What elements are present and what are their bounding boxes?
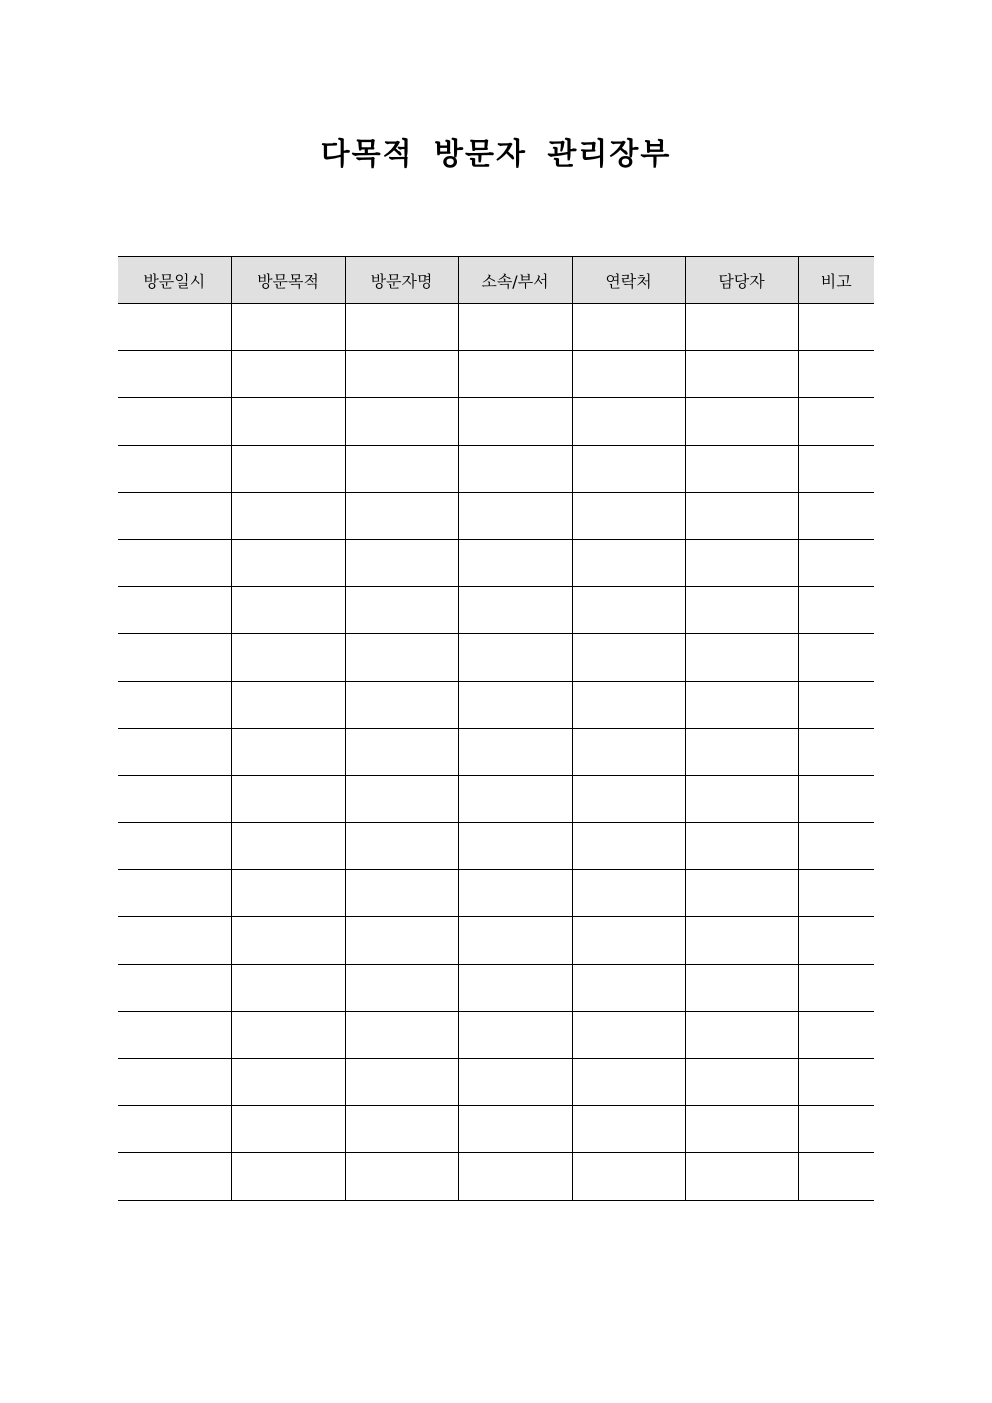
table-cell[interactable] bbox=[231, 870, 345, 917]
table-row bbox=[118, 587, 874, 634]
table-row bbox=[118, 823, 874, 870]
table-cell[interactable] bbox=[685, 587, 798, 634]
table-cell[interactable] bbox=[685, 492, 798, 539]
table-cell[interactable] bbox=[231, 1059, 345, 1106]
table-cell[interactable] bbox=[118, 539, 231, 586]
table-cell[interactable] bbox=[458, 917, 572, 964]
table-row bbox=[118, 917, 874, 964]
table-cell[interactable] bbox=[685, 681, 798, 728]
table-cell[interactable] bbox=[572, 445, 685, 492]
table-cell[interactable] bbox=[118, 445, 231, 492]
table-cell[interactable] bbox=[231, 304, 345, 351]
table-cell[interactable] bbox=[231, 728, 345, 775]
table-cell[interactable] bbox=[231, 1011, 345, 1058]
table-row bbox=[118, 1153, 874, 1200]
table-cell[interactable] bbox=[572, 870, 685, 917]
table-cell[interactable] bbox=[345, 398, 458, 445]
table-cell[interactable] bbox=[231, 964, 345, 1011]
table-cell[interactable] bbox=[345, 775, 458, 822]
table-header-row bbox=[118, 257, 874, 304]
table-cell[interactable] bbox=[798, 823, 874, 870]
table-cell[interactable] bbox=[231, 917, 345, 964]
table-cell[interactable] bbox=[231, 681, 345, 728]
table-cell[interactable] bbox=[458, 728, 572, 775]
table-cell[interactable] bbox=[118, 1059, 231, 1106]
column-header-affiliation: 소속/부서 bbox=[458, 257, 572, 304]
table-cell[interactable] bbox=[345, 823, 458, 870]
table-cell[interactable] bbox=[798, 351, 874, 398]
table-row bbox=[118, 304, 874, 351]
table-row bbox=[118, 634, 874, 681]
table-cell[interactable] bbox=[118, 775, 231, 822]
table-cell[interactable] bbox=[685, 304, 798, 351]
table-cell[interactable] bbox=[798, 1011, 874, 1058]
table-cell[interactable] bbox=[118, 587, 231, 634]
column-header-visit-datetime: 방문일시 bbox=[118, 257, 231, 304]
table-cell[interactable] bbox=[798, 917, 874, 964]
table-cell[interactable] bbox=[685, 445, 798, 492]
table-cell[interactable] bbox=[685, 1059, 798, 1106]
table-cell[interactable] bbox=[118, 964, 231, 1011]
table-cell[interactable] bbox=[345, 492, 458, 539]
table-cell[interactable] bbox=[572, 1011, 685, 1058]
table-cell[interactable] bbox=[118, 1153, 231, 1200]
table-cell[interactable] bbox=[458, 964, 572, 1011]
table-cell[interactable] bbox=[572, 634, 685, 681]
table-row bbox=[118, 964, 874, 1011]
table-cell[interactable] bbox=[231, 398, 345, 445]
table-row bbox=[118, 351, 874, 398]
table-cell[interactable] bbox=[798, 539, 874, 586]
table-cell[interactable] bbox=[118, 492, 231, 539]
page-title: 다목적 방문자 관리장부 bbox=[320, 137, 672, 172]
table-cell[interactable] bbox=[345, 445, 458, 492]
table-row bbox=[118, 492, 874, 539]
table-cell[interactable] bbox=[798, 1106, 874, 1153]
table-cell[interactable] bbox=[798, 445, 874, 492]
table-cell[interactable] bbox=[118, 304, 231, 351]
visitor-log-table bbox=[118, 256, 874, 1201]
table-cell[interactable] bbox=[345, 1059, 458, 1106]
table-cell[interactable] bbox=[231, 539, 345, 586]
table-cell[interactable] bbox=[231, 492, 345, 539]
table-row bbox=[118, 1059, 874, 1106]
table-cell[interactable] bbox=[458, 445, 572, 492]
table-body bbox=[118, 304, 874, 1201]
table-cell[interactable] bbox=[685, 398, 798, 445]
table-cell[interactable] bbox=[798, 1153, 874, 1200]
table-row bbox=[118, 1106, 874, 1153]
table-cell[interactable] bbox=[572, 539, 685, 586]
table-cell[interactable] bbox=[458, 492, 572, 539]
table-row bbox=[118, 775, 874, 822]
table-cell[interactable] bbox=[458, 1059, 572, 1106]
table-cell[interactable] bbox=[345, 304, 458, 351]
table-cell[interactable] bbox=[685, 1153, 798, 1200]
table-cell[interactable] bbox=[685, 964, 798, 1011]
table-cell[interactable] bbox=[118, 398, 231, 445]
table-row bbox=[118, 870, 874, 917]
table-cell[interactable] bbox=[798, 587, 874, 634]
table-cell[interactable] bbox=[685, 823, 798, 870]
column-header-staff-in-charge: 담당자 bbox=[685, 257, 798, 304]
table-cell[interactable] bbox=[458, 870, 572, 917]
table-cell[interactable] bbox=[231, 775, 345, 822]
table-cell[interactable] bbox=[118, 1106, 231, 1153]
table-cell[interactable] bbox=[685, 917, 798, 964]
table-cell[interactable] bbox=[458, 587, 572, 634]
table-cell[interactable] bbox=[118, 870, 231, 917]
table-cell[interactable] bbox=[231, 445, 345, 492]
table-cell[interactable] bbox=[458, 351, 572, 398]
table-cell[interactable] bbox=[685, 634, 798, 681]
table-cell[interactable] bbox=[572, 398, 685, 445]
table-cell[interactable] bbox=[231, 351, 345, 398]
table-row bbox=[118, 398, 874, 445]
table-cell[interactable] bbox=[572, 681, 685, 728]
table-cell[interactable] bbox=[685, 870, 798, 917]
table-cell[interactable] bbox=[572, 1153, 685, 1200]
table-cell[interactable] bbox=[345, 1011, 458, 1058]
table-cell[interactable] bbox=[118, 917, 231, 964]
table-row bbox=[118, 681, 874, 728]
table-cell[interactable] bbox=[458, 304, 572, 351]
table-cell[interactable] bbox=[798, 728, 874, 775]
table-cell[interactable] bbox=[798, 492, 874, 539]
table-cell[interactable] bbox=[345, 964, 458, 1011]
table-row bbox=[118, 445, 874, 492]
table-cell[interactable] bbox=[685, 539, 798, 586]
table-cell[interactable] bbox=[345, 634, 458, 681]
table-cell[interactable] bbox=[458, 775, 572, 822]
column-header-visit-purpose: 방문목적 bbox=[231, 257, 345, 304]
table-cell[interactable] bbox=[685, 1106, 798, 1153]
table-cell[interactable] bbox=[798, 1059, 874, 1106]
table-cell[interactable] bbox=[572, 775, 685, 822]
table-cell[interactable] bbox=[458, 1106, 572, 1153]
table-cell[interactable] bbox=[572, 304, 685, 351]
table-cell[interactable] bbox=[458, 1011, 572, 1058]
table-cell[interactable] bbox=[458, 634, 572, 681]
column-header-visitor-name: 방문자명 bbox=[345, 257, 458, 304]
table-cell[interactable] bbox=[345, 1153, 458, 1200]
table-cell[interactable] bbox=[458, 1153, 572, 1200]
table-cell[interactable] bbox=[798, 304, 874, 351]
table-cell[interactable] bbox=[118, 728, 231, 775]
column-header-remarks: 비고 bbox=[798, 257, 874, 304]
table-cell[interactable] bbox=[345, 681, 458, 728]
table-cell[interactable] bbox=[572, 351, 685, 398]
table-cell[interactable] bbox=[231, 634, 345, 681]
table-cell[interactable] bbox=[118, 634, 231, 681]
table-cell[interactable] bbox=[458, 823, 572, 870]
table-cell[interactable] bbox=[798, 398, 874, 445]
table-cell[interactable] bbox=[685, 351, 798, 398]
table-cell[interactable] bbox=[345, 539, 458, 586]
table-cell[interactable] bbox=[231, 1106, 345, 1153]
table-row bbox=[118, 728, 874, 775]
table-row bbox=[118, 539, 874, 586]
table-cell[interactable] bbox=[345, 587, 458, 634]
table-cell[interactable] bbox=[572, 823, 685, 870]
table-cell[interactable] bbox=[798, 870, 874, 917]
table-cell[interactable] bbox=[118, 1011, 231, 1058]
table-cell[interactable] bbox=[345, 351, 458, 398]
table-cell[interactable] bbox=[572, 587, 685, 634]
table-cell[interactable] bbox=[572, 1059, 685, 1106]
table-cell[interactable] bbox=[572, 917, 685, 964]
table-cell[interactable] bbox=[345, 1106, 458, 1153]
table-row bbox=[118, 1011, 874, 1058]
table-cell[interactable] bbox=[118, 351, 231, 398]
table-cell[interactable] bbox=[798, 634, 874, 681]
table-cell[interactable] bbox=[798, 681, 874, 728]
column-header-contact: 연락처 bbox=[572, 257, 685, 304]
table-cell[interactable] bbox=[685, 728, 798, 775]
table-cell[interactable] bbox=[572, 964, 685, 1011]
table-cell[interactable] bbox=[572, 1106, 685, 1153]
table-cell[interactable] bbox=[118, 681, 231, 728]
table-cell[interactable] bbox=[231, 587, 345, 634]
table-cell[interactable] bbox=[345, 917, 458, 964]
table-cell[interactable] bbox=[458, 539, 572, 586]
table-cell[interactable] bbox=[118, 823, 231, 870]
table-cell[interactable] bbox=[458, 681, 572, 728]
table-cell[interactable] bbox=[798, 964, 874, 1011]
table-cell[interactable] bbox=[231, 823, 345, 870]
table-cell[interactable] bbox=[798, 775, 874, 822]
table-cell[interactable] bbox=[458, 398, 572, 445]
table-cell[interactable] bbox=[231, 1153, 345, 1200]
table-cell[interactable] bbox=[685, 1011, 798, 1058]
table-cell[interactable] bbox=[345, 870, 458, 917]
table-cell[interactable] bbox=[685, 775, 798, 822]
table-cell[interactable] bbox=[572, 728, 685, 775]
table-cell[interactable] bbox=[345, 728, 458, 775]
table-cell[interactable] bbox=[572, 492, 685, 539]
